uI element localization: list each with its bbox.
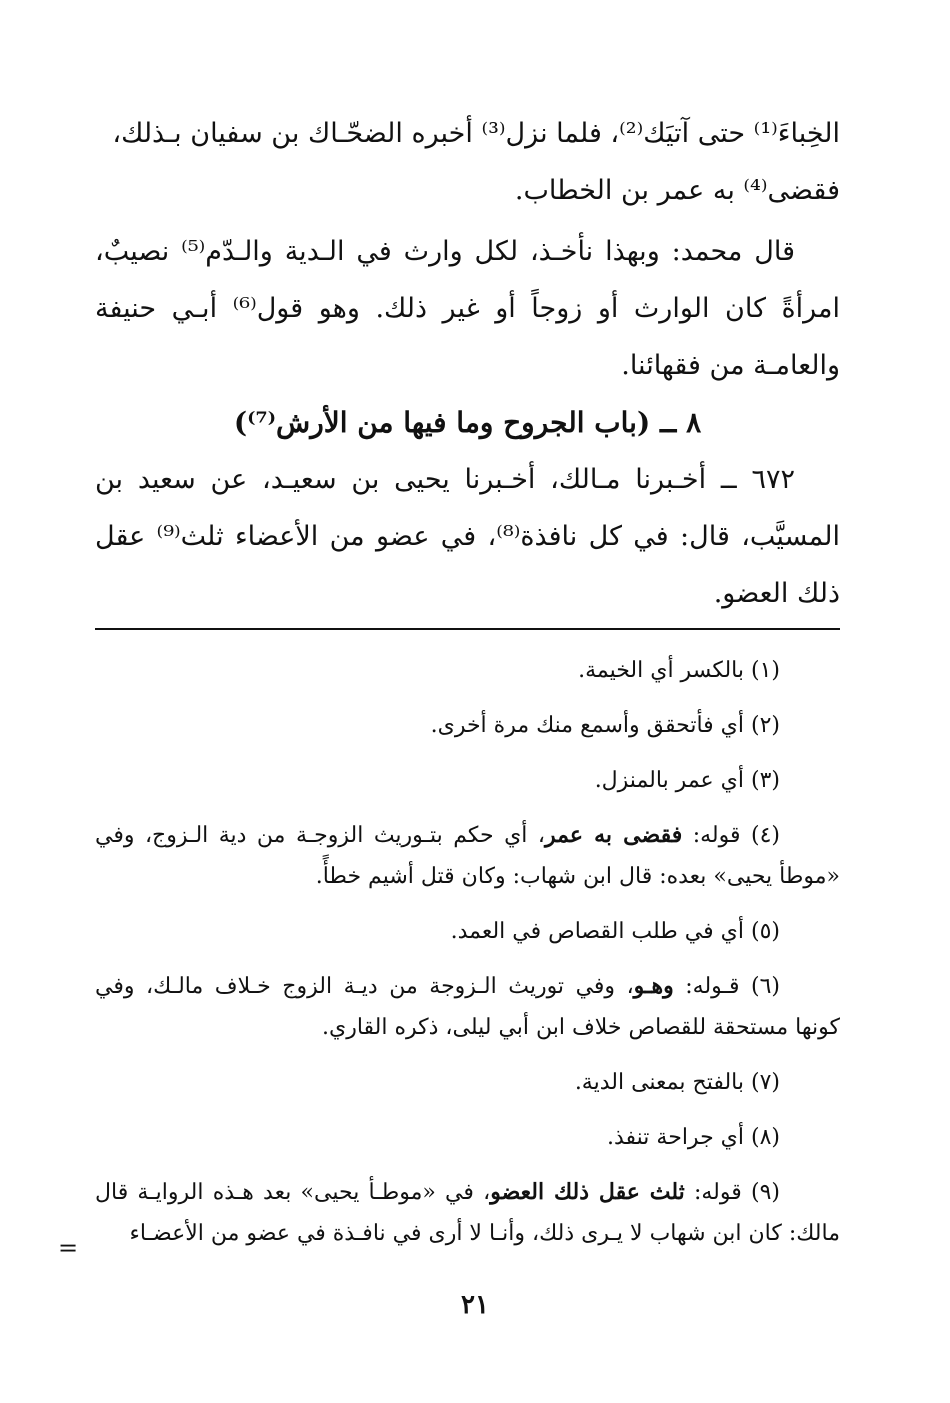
continuation-mark: = — [58, 1234, 79, 1262]
footnote-8: (٨) أي جراحة تنفذ. — [607, 1125, 780, 1150]
footnote-1: (١) بالكسر أي الخيمة. — [578, 658, 780, 683]
footnote-3: (٣) أي عمر بالمنزل. — [594, 768, 780, 793]
footnote-4 — [95, 815, 840, 897]
paragraph-1-line-2: فقضى⁽⁴⁾ به عمر بن الخطاب. — [514, 175, 840, 206]
footnote-2: (٢) أي فأتحقق وأسمع منك مرة أخرى. — [430, 713, 780, 738]
paragraph-1-line-1: الخِباءَ⁽¹⁾ حتى آتيَك⁽²⁾، فلما نزل⁽³⁾ أخبره الضحّـاك بن سفيان بـذلك، — [112, 118, 840, 149]
paragraph-3: ٦٧٢ ــ أخـبرنا مـالك، أخـبرنا يحيى بن سعيـد، عن سعيد بن المسيَّب، قال: في كل نافذة⁽⁸⁾، في عضو من الأعضاء ثلث⁽⁹⁾ عقل ذلك العضو. — [95, 464, 840, 609]
footnotes — [95, 650, 840, 1268]
chapter-heading: ٨ ــ (باب الجروح وما فيها من الأرش⁽⁷⁾) — [233, 406, 702, 439]
footnote-6-lead: (٦) قـوله: — [673, 974, 780, 999]
footnote-5: (٥) أي في طلب القصاص في العمد. — [450, 919, 780, 944]
footnote-7: (٧) بالفتح بمعنى الدية. — [574, 1070, 780, 1095]
footnote-9 — [95, 1172, 840, 1254]
page-number: ٢١ — [461, 1290, 489, 1320]
footnote-4-bold: فقضى به عمر — [545, 822, 683, 848]
main-text — [95, 105, 840, 622]
footnote-4-lead: (٤) قوله: — [682, 823, 780, 848]
footnote-6 — [95, 966, 840, 1048]
paragraph-2: قال محمد: وبهذا نأخـذ، لكل وارث في الـدية والـدّم⁽⁵⁾ نصيبٌ، امرأةً كان الوارث أو زوجاً أو غير ذلك. وهو قول⁽⁶⁾ أبـي حنيفة والعامـة من فقهائنا. — [95, 236, 840, 381]
footnote-9-rest: ، في «موطـأ يحيى» بعد هـذه الروايـة قال مالك: كان ابن شهاب لا يـرى ذلك، وأنـا لا أرى في نافـذة في عضو من الأعضـاء — [95, 1180, 840, 1246]
footnote-6-bold: وهـو — [633, 973, 674, 999]
footnote-9-bold: ثلث عقل ذلك العضو — [490, 1179, 685, 1205]
footnote-9-lead: (٩) قوله: — [684, 1180, 780, 1205]
footnote-4-rest: ، أي حكم بتـوريث الزوجـة من دية الـزوج، وفي «موطأ يحيى» بعده: قال ابن شهاب: وكان قتل أشيم خطأً. — [95, 823, 840, 889]
footnote-divider — [95, 628, 840, 630]
footnote-6-rest: ، وفي توريث الـزوجة من ديـة الزوج خـلاف مالـك، وفي كونها مستحقة للقصاص خلاف ابن أبي ليلى، ذكره القاري. — [95, 974, 840, 1040]
